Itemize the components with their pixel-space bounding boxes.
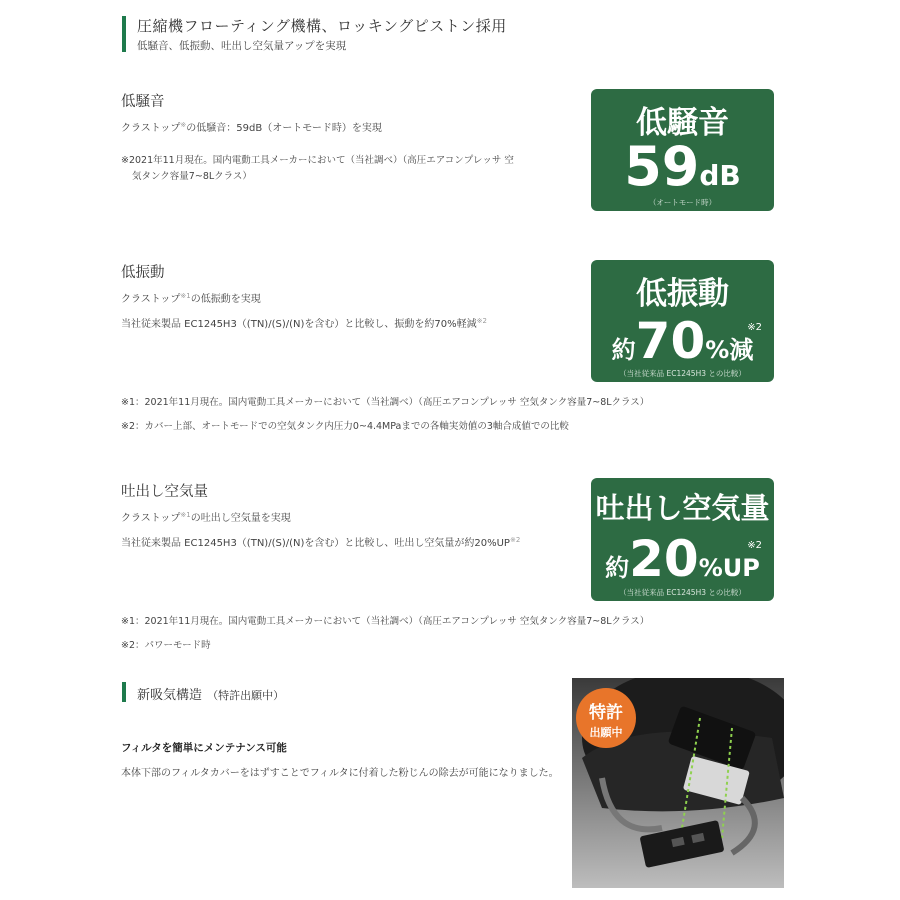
vibration-badge-prefix: 約 (611, 336, 636, 364)
header-accent-bar (122, 16, 126, 52)
airflow-badge-unit: %UP (698, 554, 760, 582)
airflow-badge-caption: （当社従来品 EC1245H3 との比較） (619, 588, 746, 597)
airflow-line2-sup: ※2 (509, 536, 521, 544)
intake-subheading: フィルタを簡単にメンテナンス可能 (121, 742, 287, 754)
filter-cover-photo (572, 678, 784, 888)
intake-body: 本体下部のフィルタカバーをはずすことでフィルタに付着した粉じんの除去が可能になりました。 (121, 768, 559, 779)
airflow-line-2 (121, 534, 520, 549)
patent-badge-line2: 出願中 (589, 726, 623, 739)
noise-heading: 低騒音 (121, 94, 165, 110)
vibration-badge-unit: %減 (705, 336, 754, 364)
airflow-heading: 吐出し空気量 (121, 484, 208, 500)
vibration-footnote-2: ※2：カバー上部、オートモードでの空気タンク内圧力0~4.4MPaまでの各軸実効値の3軸合成値での比較 (121, 421, 569, 432)
vibration-badge-mark: ※2 (747, 322, 762, 333)
vibration-line1-pre: クラストップ (121, 294, 181, 305)
vibration-badge (591, 260, 774, 382)
airflow-badge-title: 吐出し空気量 (595, 491, 770, 525)
noise-sup: ※ (180, 121, 187, 129)
intake-heading: 新吸気構造 (137, 688, 203, 703)
airflow-badge-value: 20 (629, 530, 699, 588)
vibration-line-1 (121, 290, 261, 305)
airflow-badge-value-row (591, 530, 774, 588)
patent-badge-line1: 特許 (589, 703, 623, 723)
vibration-line1-post: の低振動を実現 (190, 294, 261, 305)
airflow-line1-pre: クラストップ (121, 513, 181, 524)
noise-badge (591, 89, 774, 211)
airflow-footnote-2: ※2：パワーモード時 (121, 640, 211, 651)
vibration-heading: 低振動 (121, 265, 165, 281)
vibration-line2-sup: ※2 (476, 317, 487, 325)
vibration-badge-value: 70 (635, 312, 706, 370)
patent-pending-badge (576, 688, 636, 748)
vibration-badge-title: 低振動 (636, 276, 729, 312)
vibration-badge-caption: （当社従来品 EC1245H3 との比較） (619, 369, 746, 378)
noise-note-1: ※2021年11月現在。国内電動工具メーカーにおいて（当社調べ）（高圧エアコンプレッサ 空 (121, 155, 514, 166)
noise-line-post: の低騒音：59dB（オートモード時）を実現 (186, 123, 382, 134)
noise-badge-title: 低騒音 (636, 105, 729, 141)
page-title: 圧縮機フローティング機構、ロッキングピストン採用 (137, 17, 507, 35)
airflow-badge (591, 478, 774, 601)
intake-accent-bar (122, 682, 126, 702)
noise-line-pre: クラストップ (121, 123, 181, 134)
intake-heading-row (137, 684, 284, 703)
noise-description (121, 119, 382, 134)
airflow-footnote-1: ※1：2021年11月現在。国内電動工具メーカーにおいて（当社調べ）（高圧エアコンプレッサ 空気タンク容量7~8Lクラス） (121, 616, 650, 627)
noise-note-2: 気タンク容量7~8Lクラス） (132, 171, 252, 182)
vibration-line-2 (121, 315, 487, 330)
vibration-line1-sup: ※1 (180, 292, 191, 300)
airflow-badge-prefix: 約 (605, 554, 630, 582)
vibration-footnote-1: ※1：2021年11月現在。国内電動工具メーカーにおいて（当社調べ）（高圧エアコンプレッサ 空気タンク容量7~8Lクラス） (121, 397, 650, 408)
page-subtitle: 低騒音、低振動、吐出し空気量アップを実現 (137, 40, 347, 52)
noise-badge-unit: dB (699, 159, 741, 192)
noise-badge-value-row (591, 135, 774, 198)
intake-heading-note: （特許出願中） (207, 689, 285, 702)
airflow-badge-mark: ※2 (747, 540, 762, 551)
airflow-line2-text: 当社従来製品 EC1245H3（(TN)/(S)/(N)を含む）と比較し、吐出し空気量が約20%UP (121, 538, 510, 549)
airflow-line1-sup: ※1 (180, 511, 191, 519)
vibration-badge-value-row (591, 312, 774, 370)
noise-badge-value: 59 (624, 135, 700, 198)
airflow-line-1 (121, 509, 291, 524)
noise-badge-caption: （オートモード時） (648, 198, 717, 207)
airflow-line1-post: の吐出し空気量を実現 (190, 513, 291, 524)
vibration-line2-text: 当社従来製品 EC1245H3（(TN)/(S)/(N)を含む）と比較し、振動を約70%軽減 (121, 319, 477, 330)
